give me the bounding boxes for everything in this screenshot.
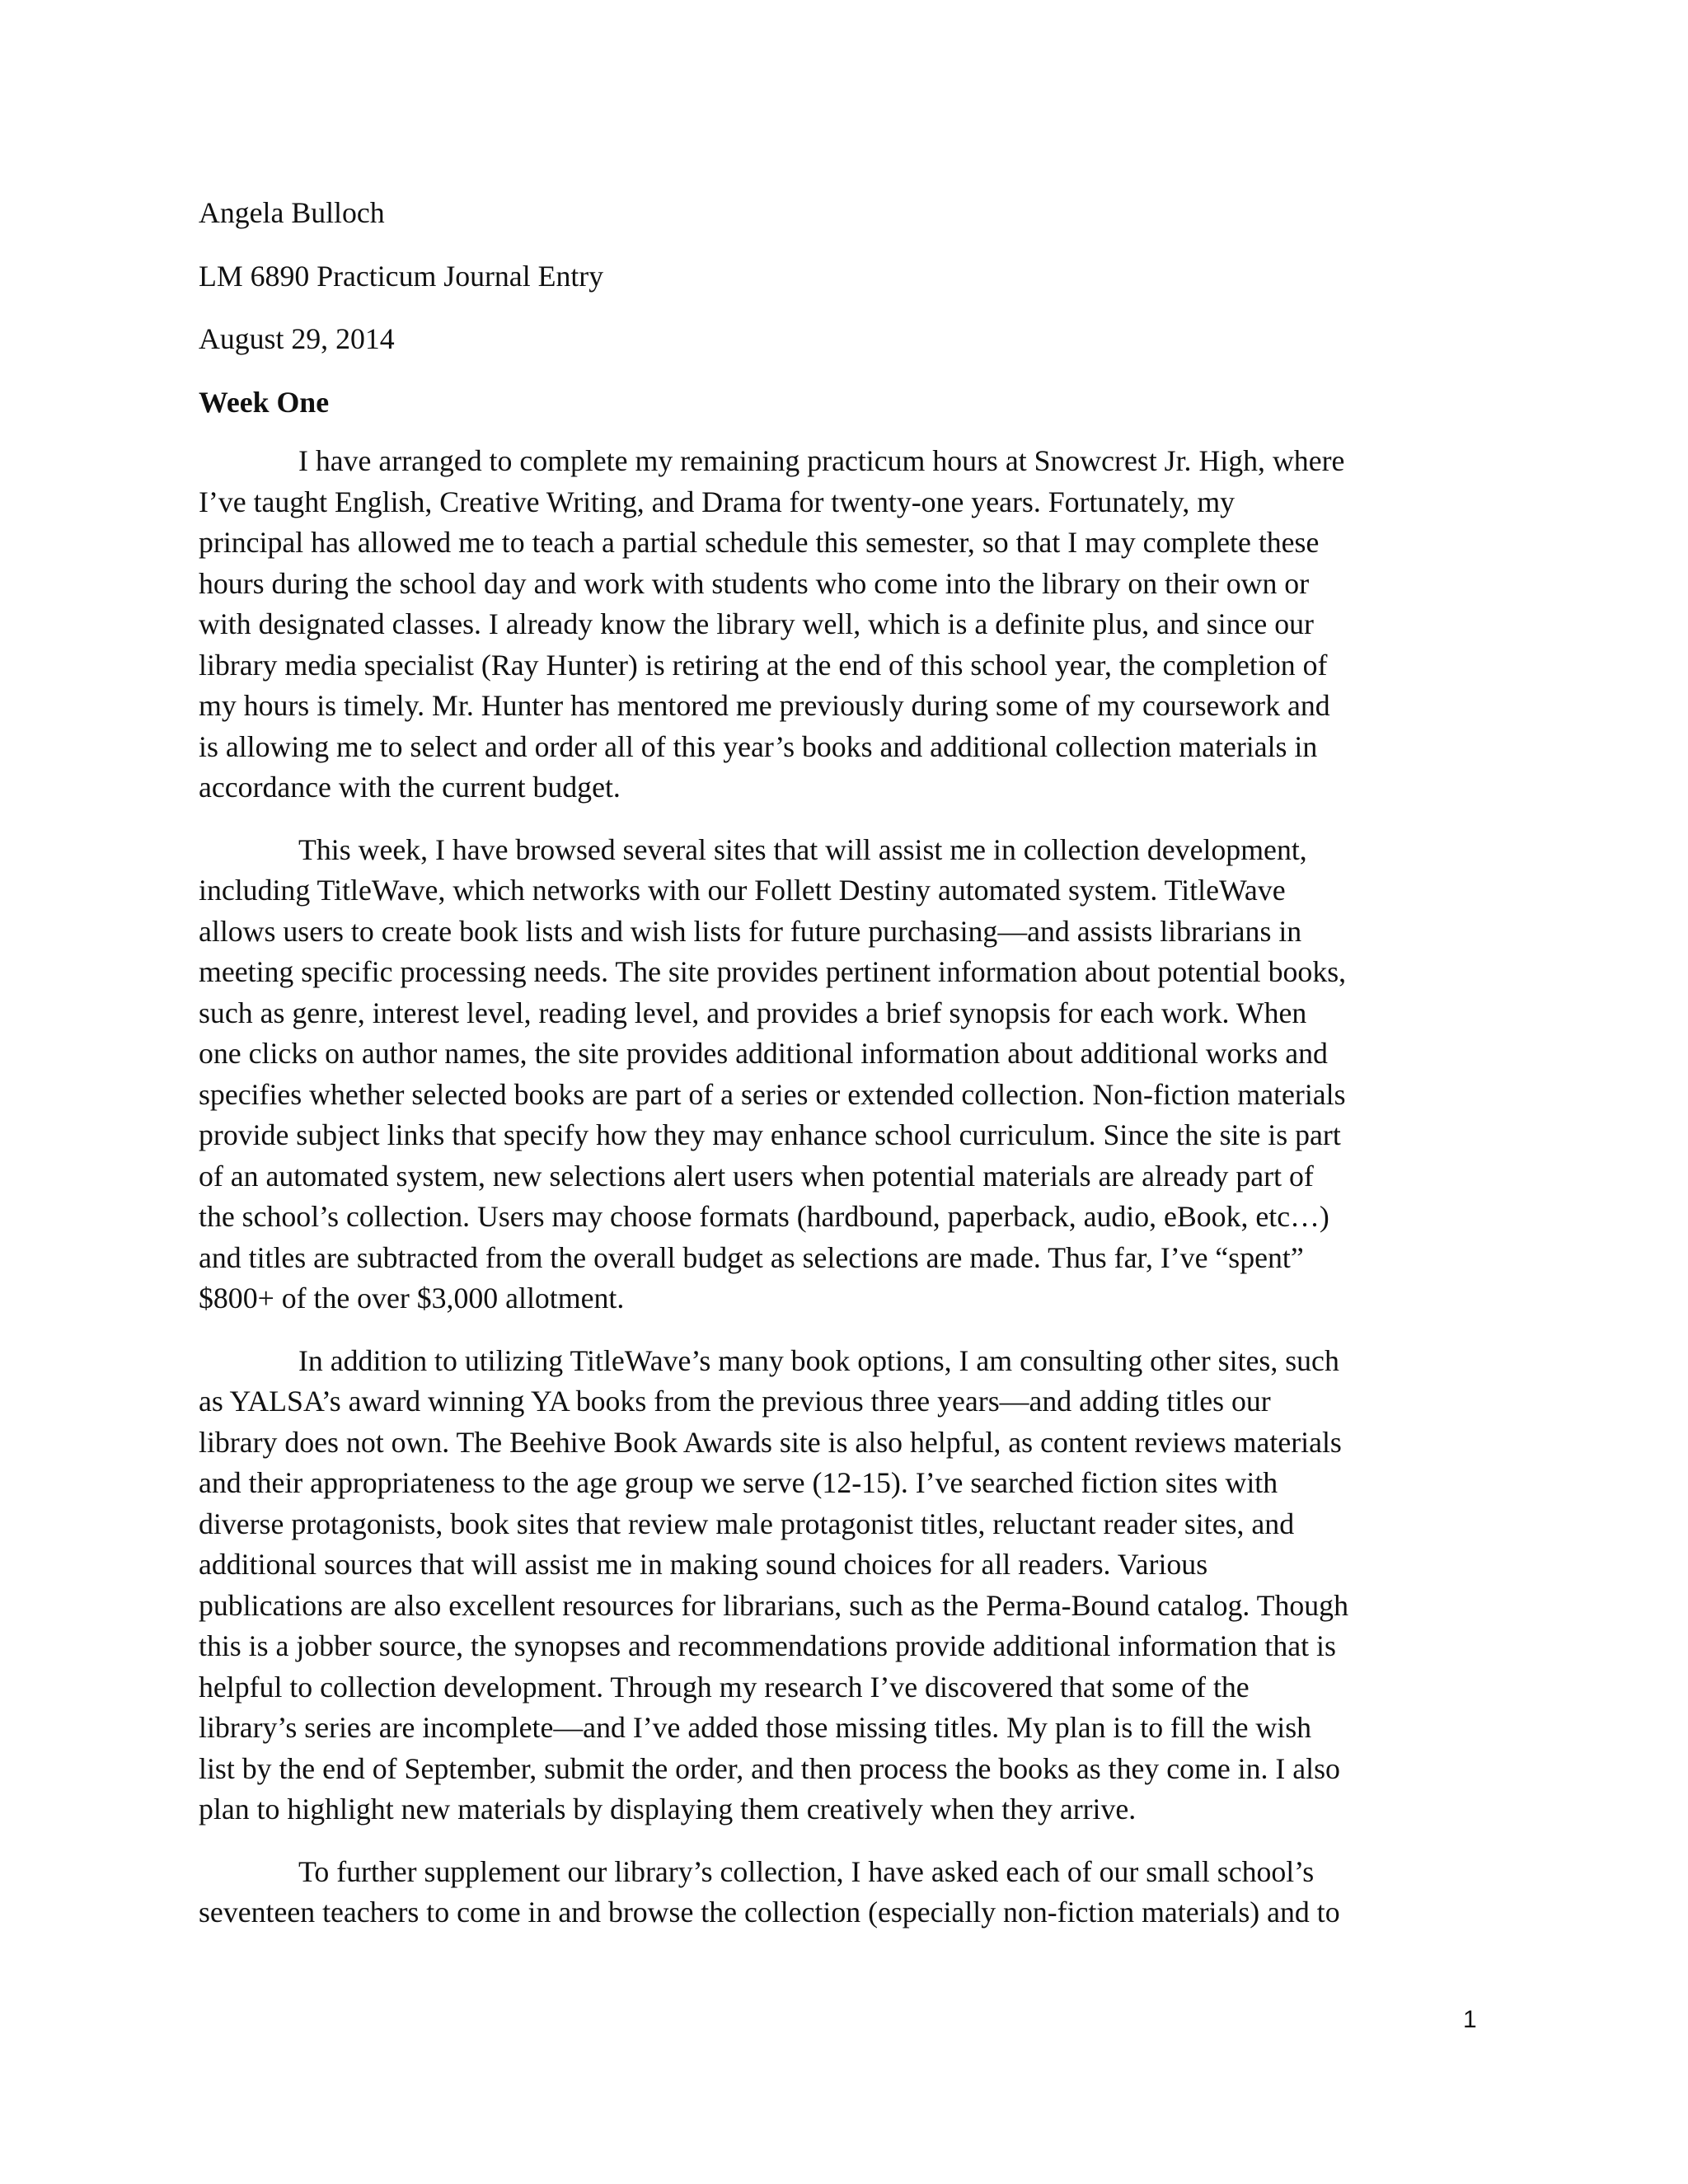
paragraph-line: is allowing me to select and order all of this year’s books and additional collection materials in: [199, 729, 1318, 763]
paragraph-line: I’ve taught English, Creative Writing, and Drama for twenty-one years. Fortunately, my: [199, 485, 1236, 518]
document-body: [199, 193, 1496, 1955]
paragraph-3: [199, 1341, 1496, 1830]
paragraph-line: hours during the school day and work with students who come into the library on their own or: [199, 566, 1310, 600]
paragraph-line: library does not own. The Beehive Book Awards site is also helpful, as content reviews materials: [199, 1425, 1342, 1459]
paragraph-line: list by the end of September, submit the order, and then process the books as they come in. I also: [199, 1751, 1340, 1785]
paragraph-line: I have arranged to complete my remaining practicum hours at Snowcrest Jr. High, where: [298, 444, 1345, 477]
paragraph-line: $800+ of the over $3,000 allotment.: [199, 1282, 625, 1315]
paragraph-line: of an automated system, new selections alert users when potential materials are already part of: [199, 1159, 1314, 1193]
paragraph-2: [199, 830, 1496, 1319]
course-title: LM 6890 Practicum Journal Entry: [199, 259, 604, 293]
paragraph-line: this is a jobber source, the synopses and recommendations provide additional information that is: [199, 1629, 1336, 1662]
author-name: Angela Bulloch: [199, 196, 385, 229]
paragraph-line: with designated classes. I already know the library well, which is a definite plus, and since our: [199, 607, 1314, 640]
paragraph-line: as YALSA’s award winning YA books from the previous three years—and adding titles our: [199, 1385, 1271, 1418]
paragraph-line: plan to highlight new materials by displaying them creatively when they arrive.: [199, 1793, 1137, 1825]
page-number: 1: [1463, 2006, 1477, 2033]
paragraph-line: In addition to utilizing TitleWave’s many book options, I am consulting other sites, such: [298, 1343, 1339, 1377]
paragraph-line: specifies whether selected books are part of a series or extended collection. Non-fiction materials: [199, 1077, 1346, 1111]
paragraph-line: accordance with the current budget.: [199, 771, 621, 804]
paragraph-line: To further supplement our library’s collection, I have asked each of our small school’s: [298, 1854, 1315, 1888]
entry-date: August 29, 2014: [199, 322, 395, 355]
paragraph-line: library media specialist (Ray Hunter) is retiring at the end of this school year, the completion of: [199, 648, 1328, 682]
paragraph-line: principal has allowed me to teach a partial schedule this semester, so that I may complete these: [199, 526, 1320, 559]
paragraph-line: library’s series are incomplete—and I’ve added those missing titles. My plan is to fill the wish: [199, 1711, 1312, 1744]
paragraph-line: seventeen teachers to come in and browse the collection (especially non-fiction materials) and to: [199, 1896, 1340, 1929]
paragraph-4: [199, 1852, 1496, 1933]
paragraph-line: allows users to create book lists and wish lists for future purchasing—and assists librarians in: [199, 914, 1302, 948]
paragraph-1: [199, 441, 1496, 808]
section-title: Week One: [199, 385, 330, 419]
paragraph-line: such as genre, interest level, reading level, and provides a brief synopsis for each work. When: [199, 996, 1307, 1029]
paragraph-line: publications are also excellent resources for librarians, such as the Perma-Bound catalog. Though: [199, 1588, 1348, 1622]
paragraph-line: and titles are subtracted from the overall budget as selections are made. Thus far, I’ve “spent”: [199, 1240, 1304, 1274]
paragraph-line: additional sources that will assist me in making sound choices for all readers. Various: [199, 1548, 1208, 1581]
paragraph-line: the school’s collection. Users may choose formats (hardbound, paperback, audio, eBook, etc…): [199, 1200, 1329, 1233]
paragraph-line: one clicks on author names, the site provides additional information about additional works and: [199, 1037, 1328, 1070]
paragraph-line: my hours is timely. Mr. Hunter has mentored me previously during some of my coursework and: [199, 689, 1330, 722]
paragraph-line: This week, I have browsed several sites that will assist me in collection development,: [298, 832, 1307, 866]
paragraph-line: including TitleWave, which networks with our Follett Destiny automated system. TitleWave: [199, 874, 1286, 907]
paragraph-line: diverse protagonists, book sites that review male protagonist titles, reluctant reader sites, and: [199, 1507, 1295, 1540]
paragraph-line: provide subject links that specify how they may enhance school curriculum. Since the site is part: [199, 1118, 1341, 1151]
paragraph-line: helpful to collection development. Through my research I’ve discovered that some of the: [199, 1670, 1250, 1704]
paragraph-line: and their appropriateness to the age group we serve (12-15). I’ve searched fiction sites with: [199, 1466, 1278, 1499]
paragraph-line: meeting specific processing needs. The site provides pertinent information about potential books,: [199, 955, 1347, 988]
